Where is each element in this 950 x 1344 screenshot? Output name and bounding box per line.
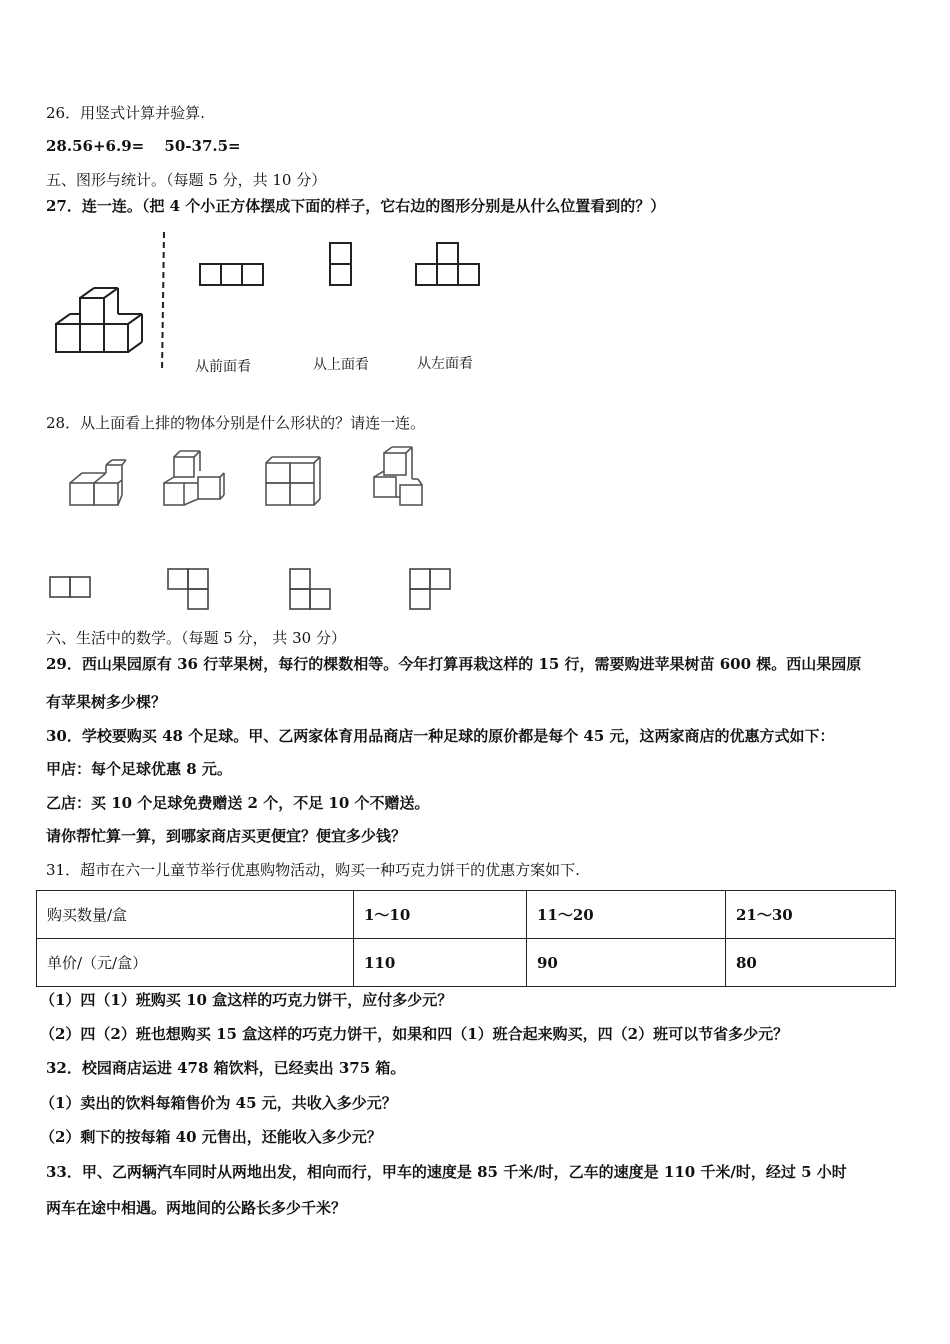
table-cell: 11～20 bbox=[527, 891, 726, 939]
table-cell: 1～10 bbox=[354, 891, 527, 939]
q31-title: 31．超市在六一儿童节举行优惠购物活动，购买一种巧克力饼干的优惠方案如下. bbox=[46, 861, 580, 879]
q30-line4: 请你帮忙算一算，到哪家商店买更便宜？便宜多少钱？ bbox=[46, 827, 407, 845]
q27-cube-stack bbox=[56, 288, 142, 352]
q28-figure bbox=[40, 445, 460, 615]
table-header-quantity: 购买数量/盒 bbox=[37, 891, 354, 939]
q27-caption-top: 从上面看 bbox=[313, 357, 369, 373]
q28-title: 28．从上面看上排的物体分别是什么形状的？请连一连。 bbox=[46, 414, 426, 432]
table-header-price: 单价/（元/盒） bbox=[37, 939, 354, 987]
section6-title: 六、生活中的数学。（每题 5 分， 共 30 分） bbox=[46, 629, 346, 647]
q30-line3: 乙店：买 10 个足球免费赠送 2 个，不足 10 个不赠送。 bbox=[46, 794, 430, 812]
q29-line1: 29．西山果园原有 36 行苹果树，每行的棵数相等。今年打算再栽这样的 15 行，需要购进苹果树苗 600 棵。西山果园原 bbox=[46, 655, 862, 673]
q28-object-1 bbox=[70, 460, 126, 505]
q28-view-4 bbox=[410, 569, 450, 609]
q27-divider bbox=[162, 232, 164, 372]
q27-view-front bbox=[200, 264, 263, 285]
section5-title: 五、图形与统计。（每题 5 分，共 10 分） bbox=[46, 171, 327, 189]
table-cell: 21～30 bbox=[726, 891, 896, 939]
table-row bbox=[37, 891, 896, 939]
q28-view-3 bbox=[290, 569, 330, 609]
table-row bbox=[37, 939, 896, 987]
q27-caption-front: 从前面看 bbox=[195, 359, 251, 375]
q28-object-4 bbox=[374, 447, 422, 505]
q28-object-2 bbox=[164, 451, 224, 505]
table-cell: 90 bbox=[527, 939, 726, 987]
q28-view-1 bbox=[50, 577, 90, 597]
q28-view-2 bbox=[168, 569, 208, 609]
q28-object-3 bbox=[266, 457, 320, 505]
q27-view-top bbox=[330, 243, 351, 285]
q33-line1: 33．甲、乙两辆汽车同时从两地出发，相向而行，甲车的速度是 85 千米/时，乙车的速度是 110 千米/时，经过 5 小时 bbox=[46, 1163, 847, 1181]
q27-caption-left: 从左面看 bbox=[417, 356, 473, 372]
q32-sub2: （2）剩下的按每箱 40 元售出，还能收入多少元？ bbox=[40, 1128, 382, 1146]
q31-price-table bbox=[36, 890, 896, 987]
q32-title: 32．校园商店运进 478 箱饮料，已经卖出 375 箱。 bbox=[46, 1059, 406, 1077]
q30-line1: 30．学校要购买 48 个足球。甲、乙两家体育用品商店一种足球的原价都是每个 45 元，这两家商店的优惠方式如下： bbox=[46, 727, 835, 745]
q27-view-left bbox=[416, 243, 479, 285]
q31-sub1: （1）四（1）班购买 10 盒这样的巧克力饼干，应付多少元？ bbox=[40, 991, 453, 1009]
q33-line2: 两车在途中相遇。两地间的公路长多少千米？ bbox=[46, 1199, 347, 1217]
q29-line2: 有苹果树多少棵？ bbox=[46, 693, 167, 711]
q32-sub1: （1）卖出的饮料每箱售价为 45 元，共收入多少元？ bbox=[40, 1094, 397, 1112]
q26-title: 26．用竖式计算并验算. bbox=[46, 104, 205, 122]
q27-title: 27．连一连。（把 4 个小正方体摆成下面的样子，它右边的图形分别是从什么位置看到的？） bbox=[46, 197, 666, 215]
table-cell: 110 bbox=[354, 939, 527, 987]
q31-sub2: （2）四（2）班也想购买 15 盒这样的巧克力饼干，如果和四（1）班合起来购买，四（2）班可以节省多少元？ bbox=[40, 1025, 789, 1043]
q30-line2: 甲店：每个足球优惠 8 元。 bbox=[46, 760, 232, 778]
table-cell: 80 bbox=[726, 939, 896, 987]
q26-expressions: 28.56+6.9= 50-37.5= bbox=[46, 137, 241, 155]
